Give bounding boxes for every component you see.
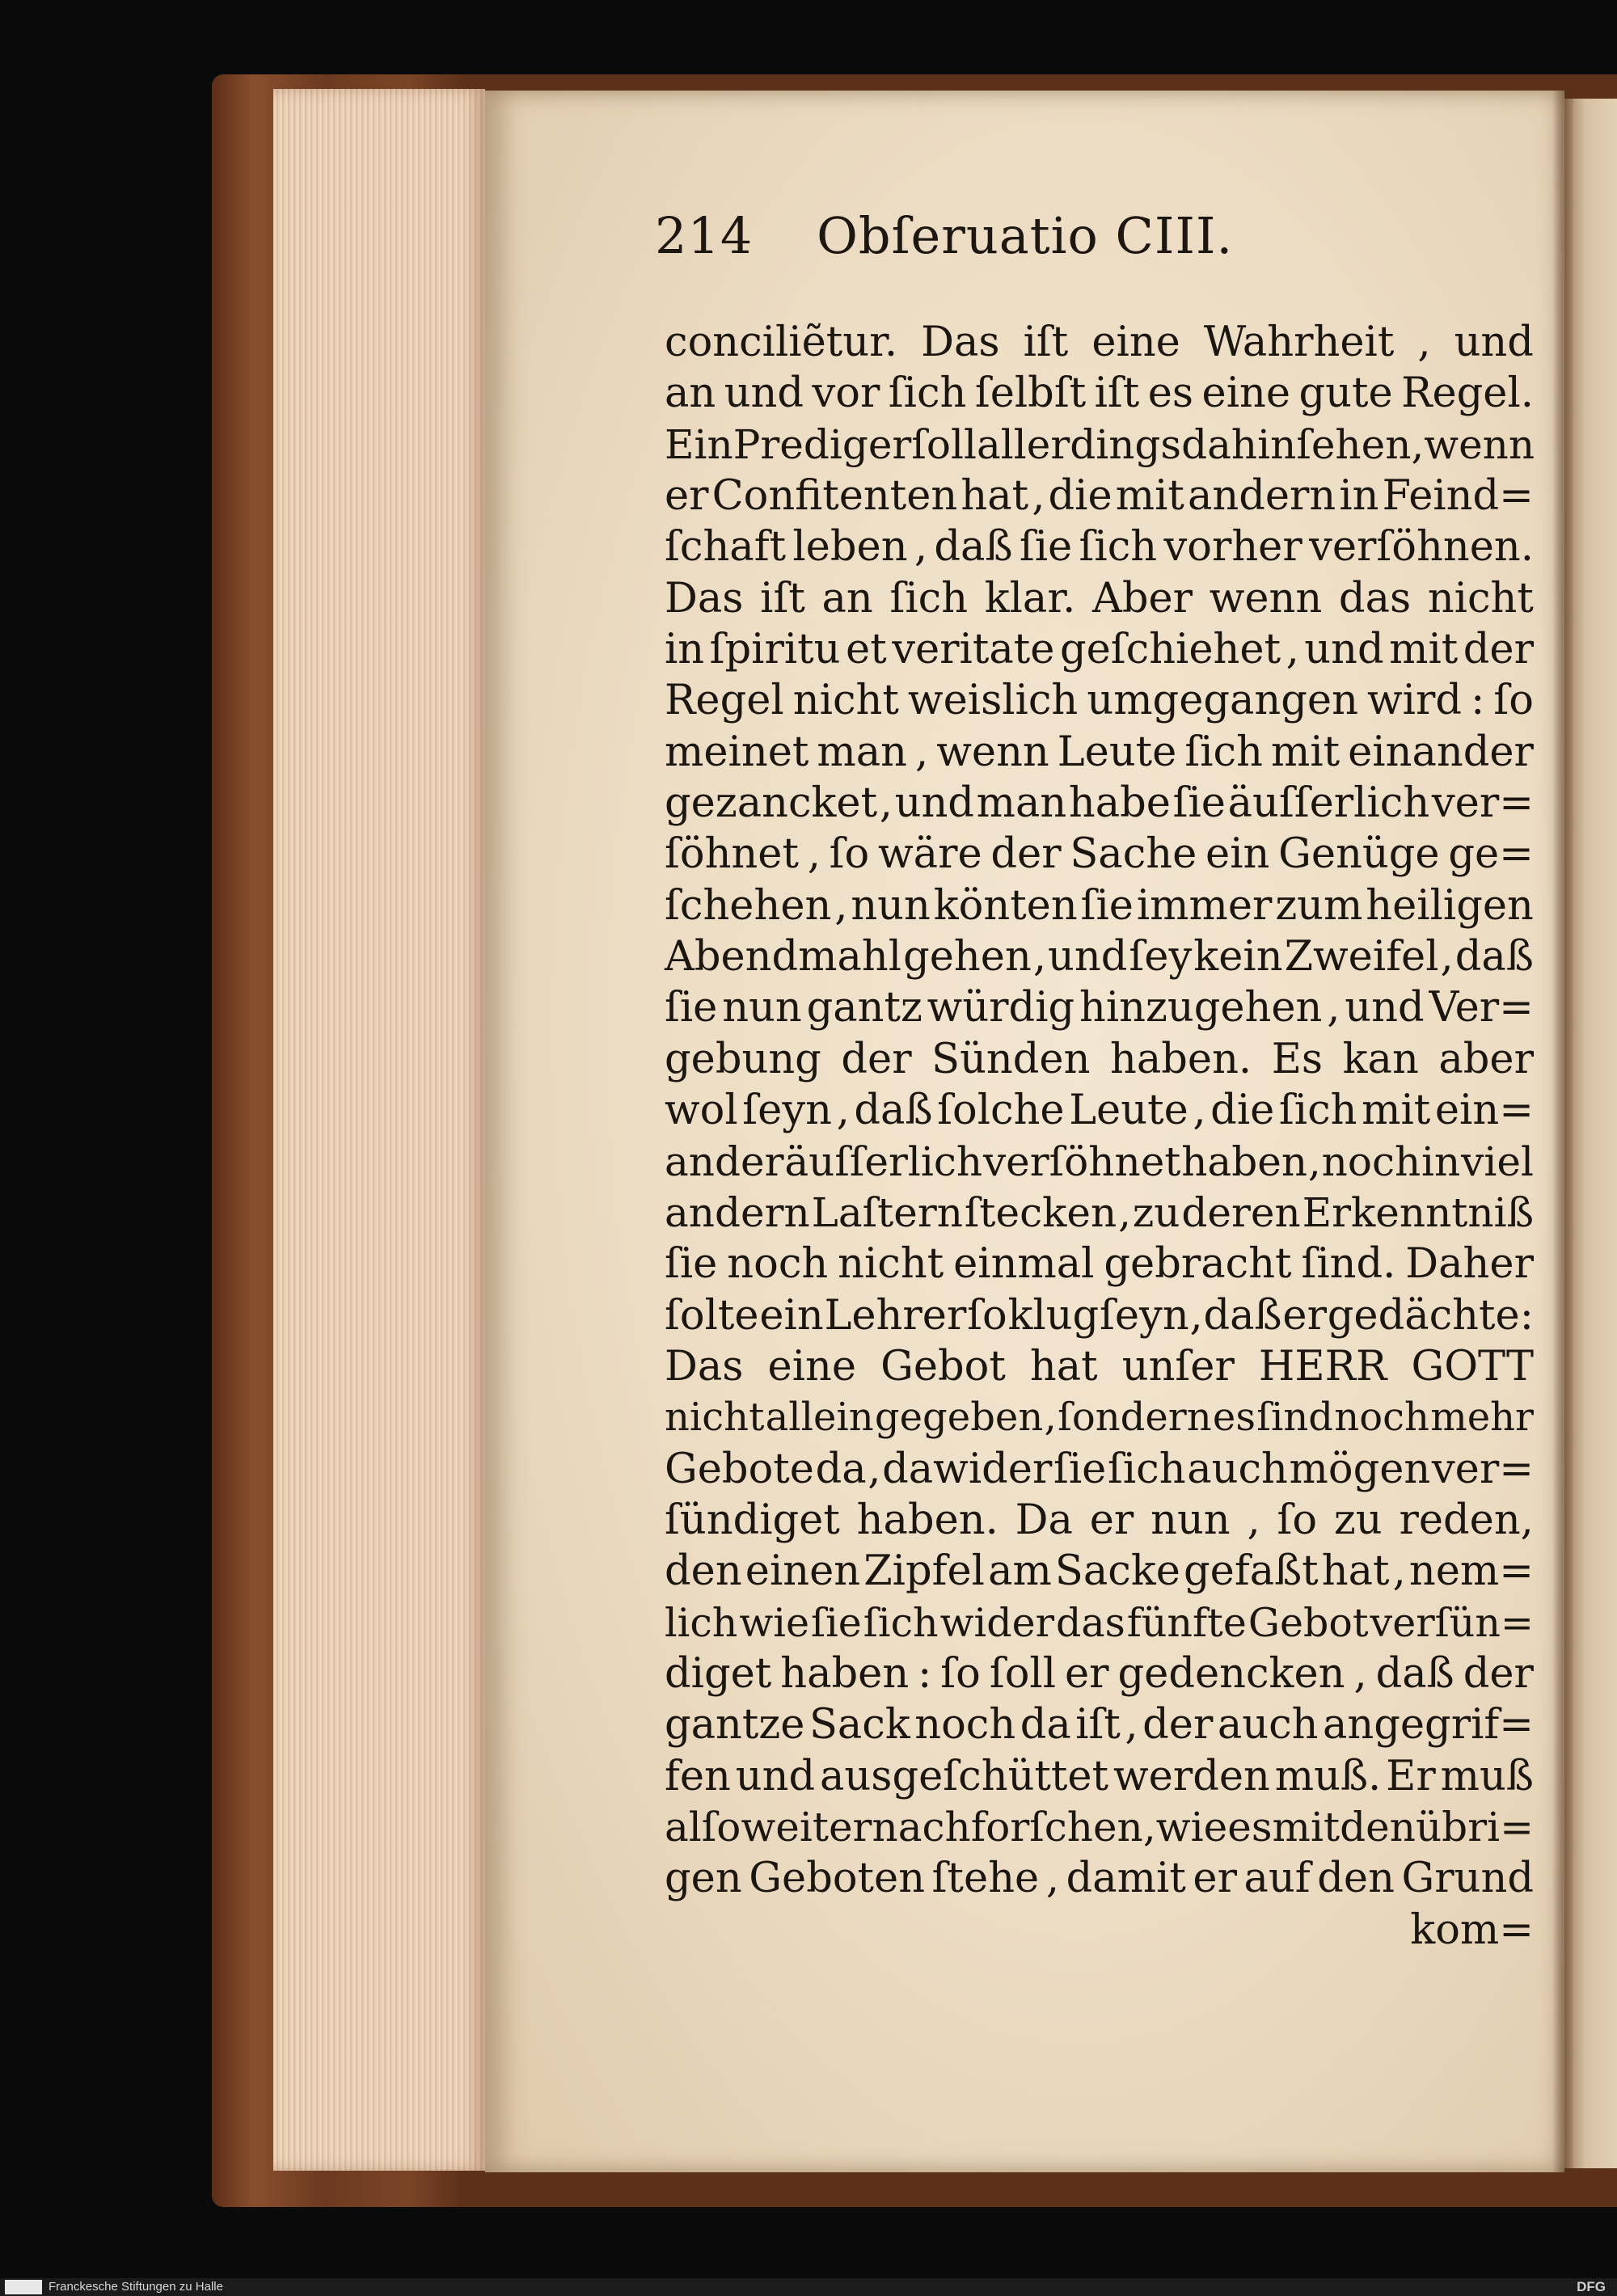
text-line: ſchaft leben , daß ſie ſich vorher verſöhnen. (665, 523, 1534, 572)
text-line: gen Geboten ſtehe , damit er auf den Grund (665, 1855, 1534, 1903)
text-line: ander äuſſerlich verſöhnet haben , noch in viel (665, 1137, 1534, 1185)
text-line: lich wie ſie ſich wider das fünfte Gebot verſün= (665, 1599, 1534, 1646)
text-line: gantze Sack noch da iſt , der auch angegrif= (665, 1701, 1534, 1749)
text-line: an und vor ſich ſelbſt iſt es eine gute Regel. (665, 369, 1534, 418)
dfg-badge: DFG (1577, 2279, 1606, 2294)
text-line: alſo weiter nachforſchen , wie es mit den übri= (665, 1803, 1534, 1851)
text-line: ſündiget haben. Da er nun , ſo zu reden, (665, 1496, 1534, 1544)
text-line: in ſpiritu et veritate geſchiehet , und mit der (665, 626, 1534, 674)
text-line: andern Laſtern ſtecken , zu deren Erkenntniß (665, 1188, 1534, 1236)
text-line: meinet man , wenn Leute ſich mit einander (665, 728, 1534, 776)
catchword: kom= (1410, 1906, 1534, 1954)
text-line: Das iſt an ſich klar. Aber wenn das nicht (665, 574, 1534, 623)
text-line: Abendmahl gehen , und ſey kein Zweifel , daß (665, 933, 1534, 981)
text-line: ſie noch nicht einmal gebracht ſind. Daher (665, 1240, 1534, 1289)
footer-institution: Franckesche Stiftungen zu Halle (49, 2280, 223, 2294)
text-line: fen und ausgeſchüttet werden muß. Er muß (665, 1752, 1534, 1800)
text-line: ſolte ein Lehrer ſo klug ſeyn , daß er gedächte: (665, 1291, 1534, 1340)
text-line: Gebote da , dawider ſie ſich auch mögen ver= (665, 1445, 1534, 1493)
text-line: Ein Prediger ſoll allerdings dahin ſehen,wenn (665, 420, 1535, 468)
text-line: er Confitenten hat , die mit andern in Feind= (665, 472, 1534, 521)
text-line: Das eine Gebot hat unſer HERR GOTT (665, 1342, 1534, 1391)
text-line: ſchehen , nun könten ſie immer zum heiligen (665, 881, 1534, 930)
page-block-edges (273, 89, 485, 2171)
text-line: Regel nicht weislich umgegangen wird : ſo (665, 677, 1534, 725)
text-line: ſöhnet , ſo wäre der Sache ein Genüge ge= (665, 830, 1534, 879)
text-line: conciliẽtur. Das iſt eine Wahrheit , und (665, 319, 1534, 366)
page-gutter (1552, 91, 1573, 2172)
running-title: Obſeruatio CIII. (817, 206, 1234, 265)
body-text (665, 317, 1534, 1956)
page-number: 214 (655, 206, 754, 265)
text-line: den einen Zipfel am Sacke gefaßt hat , nem= (665, 1547, 1534, 1596)
running-head (655, 206, 1544, 265)
text-line: nicht allein gegeben , ſondern es ſind noch mehr (665, 1395, 1534, 1441)
institution-logo (5, 2280, 42, 2294)
text-line: gezancket , und man habe ſie äuſſerlich ver= (665, 779, 1534, 828)
text-line: wol ſeyn , daß ſolche Leute , die ſich mit ein= (665, 1087, 1534, 1135)
text-line: gebung der Sünden haben. Es kan aber (665, 1035, 1534, 1083)
viewer-footer-bar (0, 2278, 1617, 2296)
text-line: diget haben : ſo ſoll er gedencken , daß der (665, 1649, 1534, 1698)
text-line: ſie nun gantz würdig hinzugehen , und Ver= (665, 984, 1534, 1032)
